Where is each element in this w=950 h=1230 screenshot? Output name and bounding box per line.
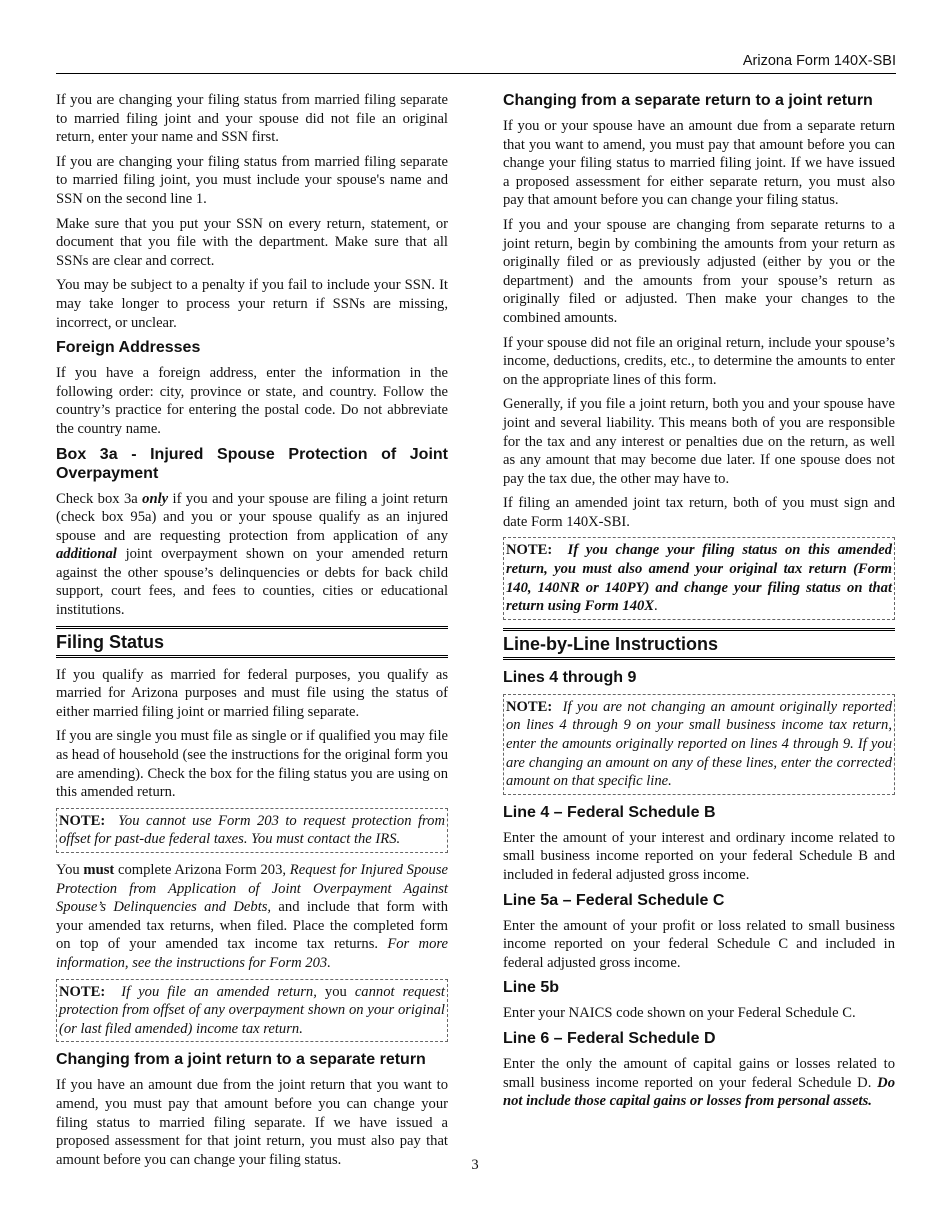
heading-lines-4-through-9: Lines 4 through 9: [503, 668, 637, 686]
text-run: if you and your spouse are filing a joint return (check box 95a) and you or your spouse qualify as an injured spouse and are requesting protection from application of any: [56, 490, 448, 544]
paragraph-line-5b: Enter your NAICS code shown on your Federal Schedule C.: [503, 1005, 856, 1022]
form-header-title: Arizona Form 140X-SBI: [742, 53, 896, 69]
note-label: NOTE:: [59, 812, 106, 829]
text-run: You: [56, 862, 84, 878]
paragraph-spouse-no-return: If your spouse did not file an original return, include your spouse’s income, deductions, credits, etc., to determine the amounts to enter on the appropriate lines of this form.: [503, 334, 895, 388]
paragraph-married-status: If you qualify as married for federal purposes, you qualify as married for Arizona purposes and must file using the status of either married filing joint or married filing separate.: [56, 666, 448, 720]
heading-foreign-addresses: Foreign Addresses: [56, 339, 201, 357]
text-run-italic: For more information, see the instructions for Form 203.: [56, 936, 448, 971]
heading-line-6: Line 6 – Federal Schedule D: [503, 1029, 716, 1047]
text-run: complete Arizona Form 203,: [114, 862, 290, 878]
emphasis-only: only: [142, 490, 169, 507]
paragraph-line-4: Enter the amount of your interest and ordinary income related to small business income reported on your federal Schedule B and included in federal adjusted gross income.: [503, 829, 895, 883]
heading-separate-to-joint: Changing from a separate return to a joint return: [503, 92, 873, 109]
paragraph-foreign-addresses: If you have a foreign address, enter the information in the following order: city, province or state, and country. Follow the country’s practice for entering the postal code. Do not abbreviate the country name.: [56, 365, 448, 437]
header-divider: [56, 73, 896, 74]
heading-line-by-line: Line-by-Line Instructions: [503, 628, 895, 660]
paragraph-joint-liability: Generally, if you file a joint return, both you and your spouse have joint and several liability. This means both of you are responsible for the tax and any interest or penalties due on the return, as well as any amount that may become due later. If one spouse does not pay the tax due, the other may have to.: [503, 396, 895, 487]
emphasis-must: must: [83, 862, 115, 878]
paragraph-spouse-ssn: If you are changing your filing status from married filing separate to married filing joint, you must include your spouse's name and SSN on the second line 1.: [56, 153, 448, 207]
text-run: and include that form with your amended tax returns, when filed. Place the completed form on top of your amended tax income tax returns.: [56, 899, 449, 953]
paragraph-combine-amounts: If you and your spouse are changing from separate returns to a joint return, begin by combining the amounts from your return as originally filed or as previously adjusted (either by you or the department) and the amounts from your spouse’s return as originally filed or adjusted. Then make your changes to the combined amounts.: [503, 216, 895, 326]
text-run: Enter the only the amount of capital gains or losses related to small business income reported on your federal Schedule D.: [503, 1055, 895, 1091]
text-run: joint overpayment shown on your amended return against the other spouse’s delinquencies or debts for back child support, court fees, and fees to counties, cities or educational institutions.: [56, 546, 448, 619]
note-text: cannot request protection from offset of any overpayment shown on your original (or last filed amended) income tax return.: [59, 983, 445, 1037]
heading-joint-to-separate: Changing from a joint return to a separate return: [56, 1051, 426, 1069]
note-label: NOTE:: [59, 983, 106, 1000]
note-text: You cannot use Form 203 to request protection from offset for past-due federal taxes. You must contact the IRS.: [59, 812, 446, 848]
note-box-lines-4-9: [503, 694, 895, 795]
heading-filing-status: Filing Status: [56, 626, 448, 658]
heading-line-4: Line 4 – Federal Schedule B: [503, 803, 716, 821]
paragraph-line-5a: Enter the amount of your profit or loss related to small business income reported on your federal Schedule C and included in federal adjusted gross income.: [503, 917, 895, 971]
heading-line-5a: Line 5a – Federal Schedule C: [503, 891, 725, 909]
note-text: .: [654, 598, 658, 615]
paragraph-ssn-penalty: You may be subject to a penalty if you fail to include your SSN. It may take longer to process your return if SSNs are missing, incorrect, or unclear.: [56, 277, 448, 331]
note-box-amended-offset: [56, 979, 448, 1043]
note-text: If you file an amended return,: [121, 983, 317, 1000]
paragraph-single-status: If you are single you must file as single or if qualified you may file as head of household (see the instructions for the original form you are amending). Check the box for the filing status you are using on this amended return.: [56, 728, 448, 801]
page-number: 3: [471, 1157, 479, 1173]
note-text: you: [316, 983, 355, 1000]
emphasis-exclusion: Do not include those capital gains or losses from personal assets.: [503, 1074, 895, 1110]
paragraph-ssn-order: If you are changing your filing status from married filing separate to married filing joint and your spouse did not file an original return, enter your name and SSN first.: [56, 92, 448, 146]
paragraph-separate-amount-due: If you or your spouse have an amount due from a separate return that you want to amend, you must pay that amount before you can change your filing status to married filing joint. If we have issued a proposed assessment for either separate return, you must also pay that amount before you can change your filing status.: [503, 118, 895, 209]
heading-box-3a: Box 3a - Injured Spouse Protection of Joint Overpayment: [56, 445, 448, 482]
left-column: [56, 91, 448, 1175]
note-box-change-filing-status: [503, 537, 895, 619]
paragraph-line-6: [503, 1055, 895, 1111]
paragraph-joint-to-separate: If you have an amount due from the joint return that you want to amend, you must pay that amount before you can change your filing status to married filing separate. If we have issued a proposed assessment for that joint return, you must also pay that amount before you can change your filing status.: [56, 1077, 448, 1168]
emphasis-additional: additional: [56, 546, 117, 563]
paragraph-ssn-every-return: Make sure that you put your SSN on every return, statement, or document that you file with the department. Make sure that all SSNs are clear and correct.: [56, 215, 448, 269]
text-run: Check box 3a: [56, 490, 143, 507]
paragraph-box-3a: [56, 490, 448, 620]
right-column: [503, 91, 895, 1117]
heading-line-5b: Line 5b: [503, 979, 560, 997]
note-label: NOTE:: [506, 698, 553, 715]
note-text: If you change your filing status on this amended return, you must also amend your original tax return (Form 140, 140NR or 140PY) and change your filing status on that return using Form 140X: [506, 542, 893, 615]
note-box-form-203-federal: [56, 808, 448, 853]
paragraph-sign-and-date: If filing an amended joint tax return, both of you must sign and date Form 140X-SBI.: [503, 495, 895, 530]
note-text: If you are not changing an amount originally reported on lines 4 through 9 on your small business income tax return, enter the amounts originally reported on lines 4 through 9. If you are changing an amount on any of these lines, enter the corrected amount on that specific line.: [506, 698, 892, 790]
paragraph-form-203: [56, 861, 448, 973]
note-label: NOTE:: [506, 542, 553, 559]
form-203-title: Request for Injured Spouse Protection from Application of Joint Overpayment Against Spouse’s Delinquencies and Debts,: [56, 862, 449, 916]
